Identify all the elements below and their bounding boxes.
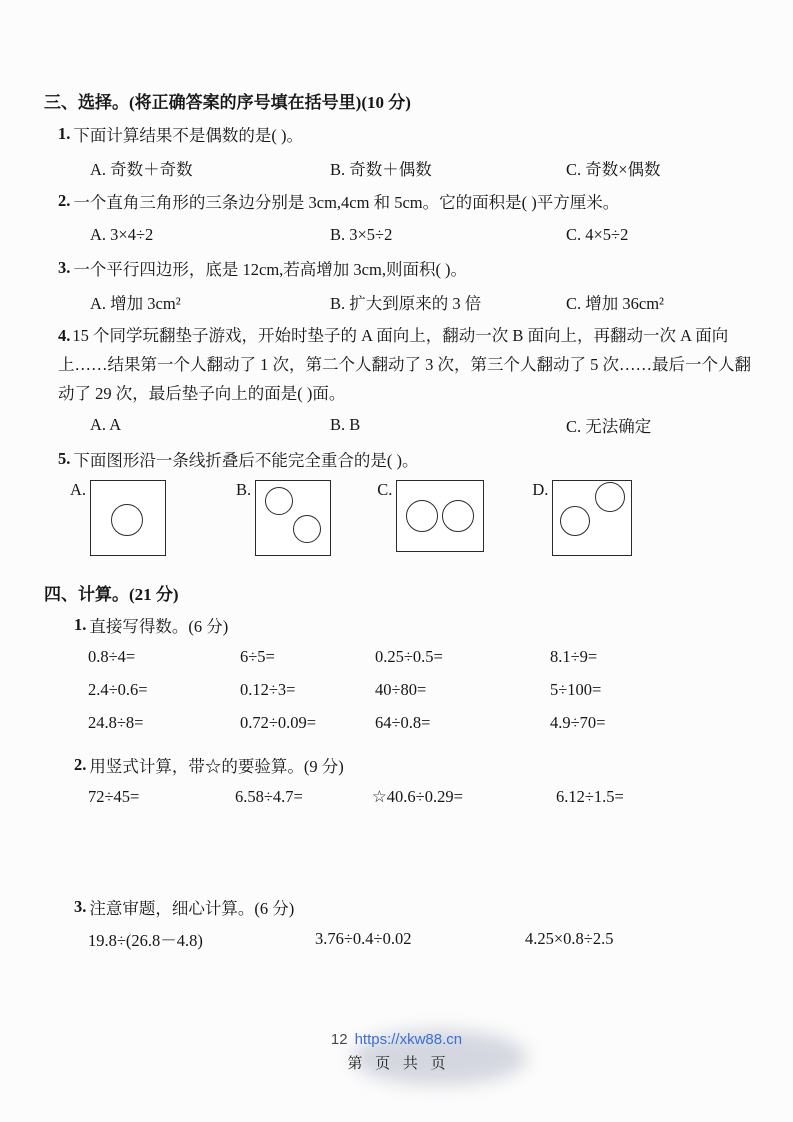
option-c: C. 奇数×偶数 [566,159,661,179]
figure-c [377,480,484,552]
figure-d [532,480,632,556]
careful-calc-items [44,923,753,957]
question-text: 15 个同学玩翻垫子游戏，开始时垫子的 A 面向上，翻动一次 B 面向上，再翻动一次 A 面向上……结果第一个人翻动了 1 次，第二个人翻动了 3 次，第三个人翻动了 5 次……最后一个人翻动了 29 次，最后垫子向上的面是( )面。 [58,325,751,403]
question-2-options [44,218,753,252]
direct-calc-grid [44,640,753,739]
figure-b-square [255,480,331,556]
option-b: B. 3×5÷2 [330,224,393,244]
question-number: 4. [58,325,71,345]
calc-part1-title [44,609,753,640]
calc-item: 0.8÷4= [88,646,136,666]
circle-shape [595,482,625,512]
calc-item: 3.76÷0.4÷0.02 [315,929,412,949]
question-5 [44,442,753,476]
calc-item: 6÷5= [240,646,275,666]
calc-item: 72÷45= [88,786,140,806]
vertical-calc-items [44,780,753,814]
part-number: 2. [74,754,87,774]
question-text: 下面图形沿一条线折叠后不能完全重合的是( )。 [73,450,419,470]
option-b: B. 扩大到原来的 3 倍 [330,293,482,313]
question-5-figures [44,480,753,566]
page-number-label: 第 页 共 页 [347,1056,446,1072]
option-a: A. 3×4÷2 [90,224,154,244]
calc-item: 40÷80= [375,679,427,699]
question-4-options [44,409,753,443]
calc-item: 19.8÷(26.8－4.8) [88,931,203,951]
circle-shape [442,500,474,532]
calc-item: 0.25÷0.5= [375,646,443,666]
watermark-url: https://xkw88.cn [354,1031,463,1048]
calc-item: 8.1÷9= [550,646,598,666]
calc-item: 64÷0.8= [375,712,431,732]
section-calc-title: 四、计算。(21 分) [44,584,179,604]
figure-d-label: D. [532,479,549,499]
figure-b [236,480,331,556]
figure-d-square [552,480,632,556]
question-text: 下面计算结果不是偶数的是( )。 [73,126,303,146]
part-number: 1. [74,614,87,634]
calc-item: 6.12÷1.5= [556,786,624,806]
watermark-number: 12 [330,1031,348,1048]
question-3-options [44,285,753,319]
figure-c-square [396,480,484,552]
option-a: A. A [90,415,122,435]
part-title-text: 直接写得数。(6 分) [89,616,229,636]
figure-c-label: C. [377,479,393,499]
section-choice-title: 三、选择。(将正确答案的序号填在括号里)(10 分) [44,93,411,113]
calc-item: ☆40.6÷0.29= [372,786,463,806]
question-text: 一个平行四边形，底是 12cm,若高增加 3cm,则面积( )。 [73,260,468,280]
question-2 [44,185,753,219]
figure-a-square [90,480,166,556]
calc-item: 4.9÷70= [550,712,606,732]
work-space [44,814,753,892]
part-title-text: 注意审题，细心计算。(6 分) [89,899,295,918]
figure-b-label: B. [236,479,252,499]
part-title-text: 用竖式计算，带☆的要验算。(9 分) [89,756,344,776]
calc-item: 2.4÷0.6= [88,679,148,699]
question-3 [44,252,753,286]
question-number: 1. [58,124,71,144]
part-number: 3. [74,897,87,916]
calc-part2-title [44,749,753,780]
option-b: B. 奇数＋偶数 [330,159,432,179]
exam-content [44,84,753,956]
question-1-options [44,151,753,185]
watermark-line [0,1031,793,1048]
question-1 [44,118,753,152]
option-c: C. 增加 36cm² [566,293,664,313]
question-number: 3. [58,258,71,278]
calc-item: 0.72÷0.09= [240,712,317,732]
calc-item: 24.8÷8= [88,712,144,732]
calc-part3-title [44,892,753,923]
circle-shape [293,515,321,543]
circle-shape [265,487,293,515]
option-c: C. 无法确定 [566,417,652,437]
figure-a [70,480,166,556]
question-number: 2. [58,191,71,211]
calc-item: 0.12÷3= [240,679,296,699]
option-a: A. 增加 3cm² [90,293,181,313]
option-a: A. 奇数＋奇数 [90,159,193,179]
circle-shape [111,504,143,536]
figure-a-label: A. [70,479,87,499]
calc-item: 5÷100= [550,679,602,699]
circle-shape [406,500,438,532]
spacer [44,739,753,749]
calc-item: 6.58÷4.7= [235,786,303,806]
calc-item: 4.25×0.8÷2.5 [525,929,614,949]
option-b: B. B [330,415,361,435]
circle-shape [560,506,590,536]
question-4 [44,321,753,408]
question-number: 5. [58,448,71,468]
question-text: 一个直角三角形的三条边分别是 3cm,4cm 和 5cm。它的面积是( )平方厘米。 [73,193,620,213]
option-c: C. 4×5÷2 [566,224,629,244]
